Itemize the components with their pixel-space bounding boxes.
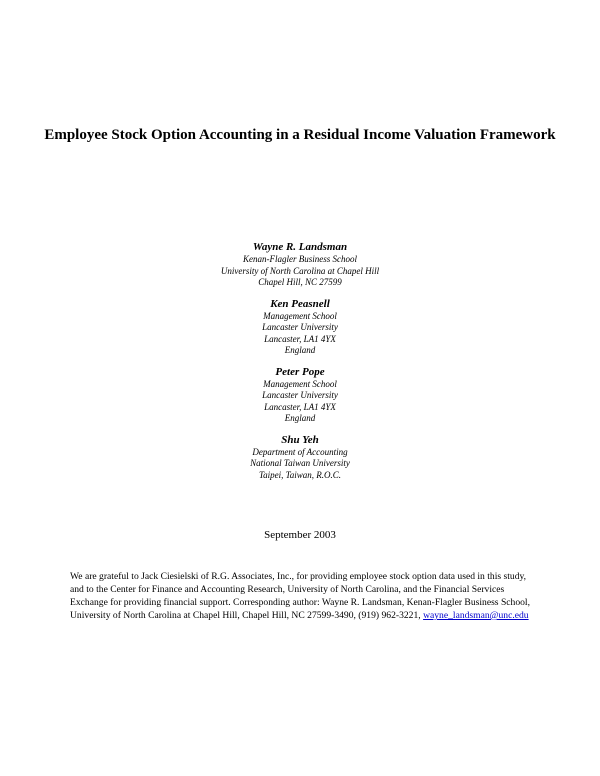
author-email-link[interactable]: wayne_landsman@unc.edu [423, 610, 529, 621]
acknowledgment-text: We are grateful to Jack Ciesielski of R.G. Associates, Inc., for providing employee stock option data used in this study, and to the Center for Finance and Accounting Research, University of North Carolina, and the Financial Services Exchange for providing financial support. Corresponding author: Wayne R. Landsman, Kenan-Flagler Business School, University of North Carolina at Chapel Hill, Chapel Hill, NC 27599-3490, (919) 962-3221, [70, 571, 530, 621]
author-name: Wayne R. Landsman [252, 241, 348, 253]
affiliation-line: Chapel Hill, NC 27599 [258, 277, 342, 287]
author-block [0, 365, 600, 425]
affiliation-line: Management School [263, 310, 337, 321]
author-block [0, 433, 600, 482]
author-list [0, 240, 600, 489]
affiliation-line: Lancaster, LA1 4YX [264, 333, 336, 344]
paper-title: Employee Stock Option Accounting in a Residual Income Valuation Framework [44, 127, 556, 143]
publication-date: September 2003 [264, 529, 336, 541]
affiliation-line: Management School [263, 378, 337, 389]
affiliation-line: Department of Accounting [252, 446, 348, 457]
author-block [0, 240, 600, 289]
author-name: Ken Peasnell [270, 297, 330, 310]
affiliation-line: National Taiwan University [250, 458, 350, 468]
affiliation-line: Taipei, Taiwan, R.O.C. [258, 469, 342, 480]
affiliation-line: Lancaster University [262, 390, 338, 400]
affiliation-line: England [284, 413, 316, 423]
affiliation-line: Lancaster, LA1 4YX [264, 401, 336, 412]
author-block [0, 297, 600, 357]
affiliation-line: Kenan-Flagler Business School [243, 254, 357, 264]
affiliation-line: Lancaster University [262, 322, 338, 332]
acknowledgment-paragraph [70, 570, 530, 622]
affiliation-line: England [284, 345, 316, 355]
author-name: Shu Yeh [281, 433, 319, 446]
author-name: Peter Pope [275, 365, 325, 378]
affiliation-line: University of North Carolina at Chapel Hill [220, 265, 380, 276]
